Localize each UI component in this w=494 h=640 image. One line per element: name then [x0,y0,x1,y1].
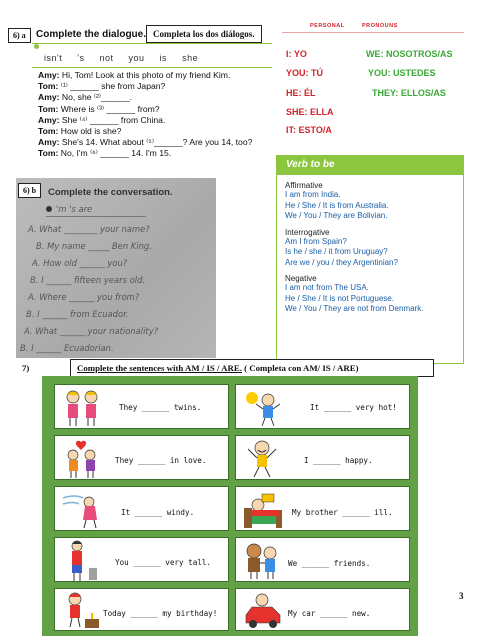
affirmative-example: He / She / It is from Australia. [285,200,389,210]
verb-to-be-box [276,155,464,364]
dialogue-line: Amy: No, she ⁽²⁾______. [38,92,133,103]
pronouns-header-left: PERSONAL [310,23,345,29]
sentence-text: My brother ______ ill. [292,508,393,517]
word: not [99,53,114,63]
sentence-card [235,384,410,429]
exercise-6b-photo [16,178,216,358]
sentence-text: My car ______ new. [288,609,371,618]
word-bank-6a [44,53,210,63]
sentence-card [235,588,410,631]
conversation-line: B. I ______ fifteen years old. [30,275,146,285]
exercise-number-6b: 6) b [18,183,41,198]
pronoun-entry: YOU: USTEDES [368,68,436,78]
sentence-text: They ______ twins. [119,403,202,412]
bullet-icon [34,44,39,49]
pronoun-entry: I: YO [286,49,307,59]
word-bank-6b: 'm 's are [56,204,93,214]
sentence-card [54,384,229,429]
conversation-line: A. What ________ your name? [28,224,150,234]
sentence-card [54,435,229,480]
sentence-text: They ______ in love. [115,456,207,465]
hot-sun-icon [242,388,284,428]
windy-icon [61,490,103,530]
negative-example: We / You / They are not from Denmark. [285,304,424,313]
new-car-icon [242,591,284,631]
sentence-card [54,486,229,531]
exercise-7-title-box [70,359,434,377]
exercise-6a-title: Complete the dialogue. [36,29,147,40]
affirmative-example: We / You / They are Bolivian. [285,211,388,220]
divider [32,43,272,44]
page-number: 3 [459,591,464,601]
dialogue-6a [38,70,278,160]
negative-label: Negative [285,274,317,283]
dialogue-line: Amy: Hi, Tom! Look at this photo of my friend Kim. [38,70,231,80]
birthday-icon [61,591,103,631]
affirmative-label: Affirmative [285,181,323,190]
exercise-6b-title: Complete the conversation. [48,187,173,198]
conversation-line: B. My name _____ Ben King. [36,241,152,251]
dialogue-line: Amy: She ⁽⁴⁾ ______ from China. [38,114,166,125]
word: she [182,53,199,63]
sentence-text: We ______ friends. [288,559,371,568]
sentence-card [235,486,410,531]
sentence-text: I ______ happy. [304,456,373,465]
sick-in-bed-icon [242,490,284,530]
pronouns-header-right: PRONOUNS [362,23,398,29]
pronoun-entry: THEY: ELLOS/AS [372,88,446,98]
pronoun-entry: YOU: TÚ [286,68,323,78]
bullet-icon [46,206,52,212]
pronoun-entry: SHE: ELLA [286,107,334,117]
exercise-6a-spanish: Completa los dos diálogos. [146,25,262,43]
exercise-number-6a: 6) a [8,28,31,43]
word: isn't [44,53,63,63]
interrogative-example: Am I from Spain? [285,236,347,246]
interrogative-example: Are we / you / they Argentinian? [285,257,398,267]
sentence-text: Today ______ my birthday! [103,609,218,618]
dialogue-line: Tom: No, I'm ⁽⁶⁾ ______ 14. I'm 15. [38,148,172,159]
dialogue-line: Tom: Where is ⁽³⁾ ______ from? [38,103,160,114]
tall-person-icon [61,540,103,582]
word: 's [77,53,85,63]
sentence-card [54,537,229,582]
interrogative-label: Interrogative [285,227,330,237]
pronoun-entry: IT: ESTO/A [286,125,332,135]
exercise-7-title: Complete the sentences with AM / IS / ARE. [77,363,242,373]
divider [32,67,272,68]
conversation-line: A. What ______ your nationality? [24,326,159,336]
dialogue-line: Tom: ⁽¹⁾ ______ she from Japan? [38,81,166,92]
sentence-card [235,435,410,480]
word: you [128,53,145,63]
happy-person-icon [242,439,284,479]
negative-example: I am not from The USA. [285,283,369,292]
affirmative-example: I am from India. [285,190,341,199]
sentence-card [235,537,410,582]
interrogative-example: Is he / she / it from Uruguay? [285,247,388,256]
twins-icon [61,388,103,428]
exercise-number-7: 7) [22,363,30,373]
conversation-line: A. Where ______ you from? [28,292,140,302]
conversation-line: B. I ______ from Ecuador. [26,309,129,319]
verb-to-be-title: Verb to be [276,155,464,174]
sentence-card [54,588,229,631]
pronoun-entry: WE: NOSOTROS/AS [366,49,453,59]
conversation-line: A. How old ______ you? [32,258,128,268]
sentences-panel [42,376,418,636]
dialogue-line: Tom: How old is she? [38,126,122,137]
negative-example: He / She / It is not Portuguese. [285,293,394,303]
sentence-text: It ______ windy. [121,508,195,517]
friends-icon [242,541,284,581]
personal-pronouns-table [282,21,464,139]
conversation-line: B. I ______ Ecuadorian. [20,343,114,353]
pronoun-entry: HE: ÉL [286,88,316,98]
dialogue-line: Amy: She's 14. What about ⁽⁵⁾______? Are you 14, too? [38,137,253,148]
sentence-text: You ______ very tall. [115,558,212,567]
sentence-text: It ______ very hot! [310,403,397,412]
word: is [159,53,168,63]
exercise-7-spanish: ( Completa con AM/ IS / ARE) [241,363,359,373]
couple-in-love-icon [61,439,103,479]
